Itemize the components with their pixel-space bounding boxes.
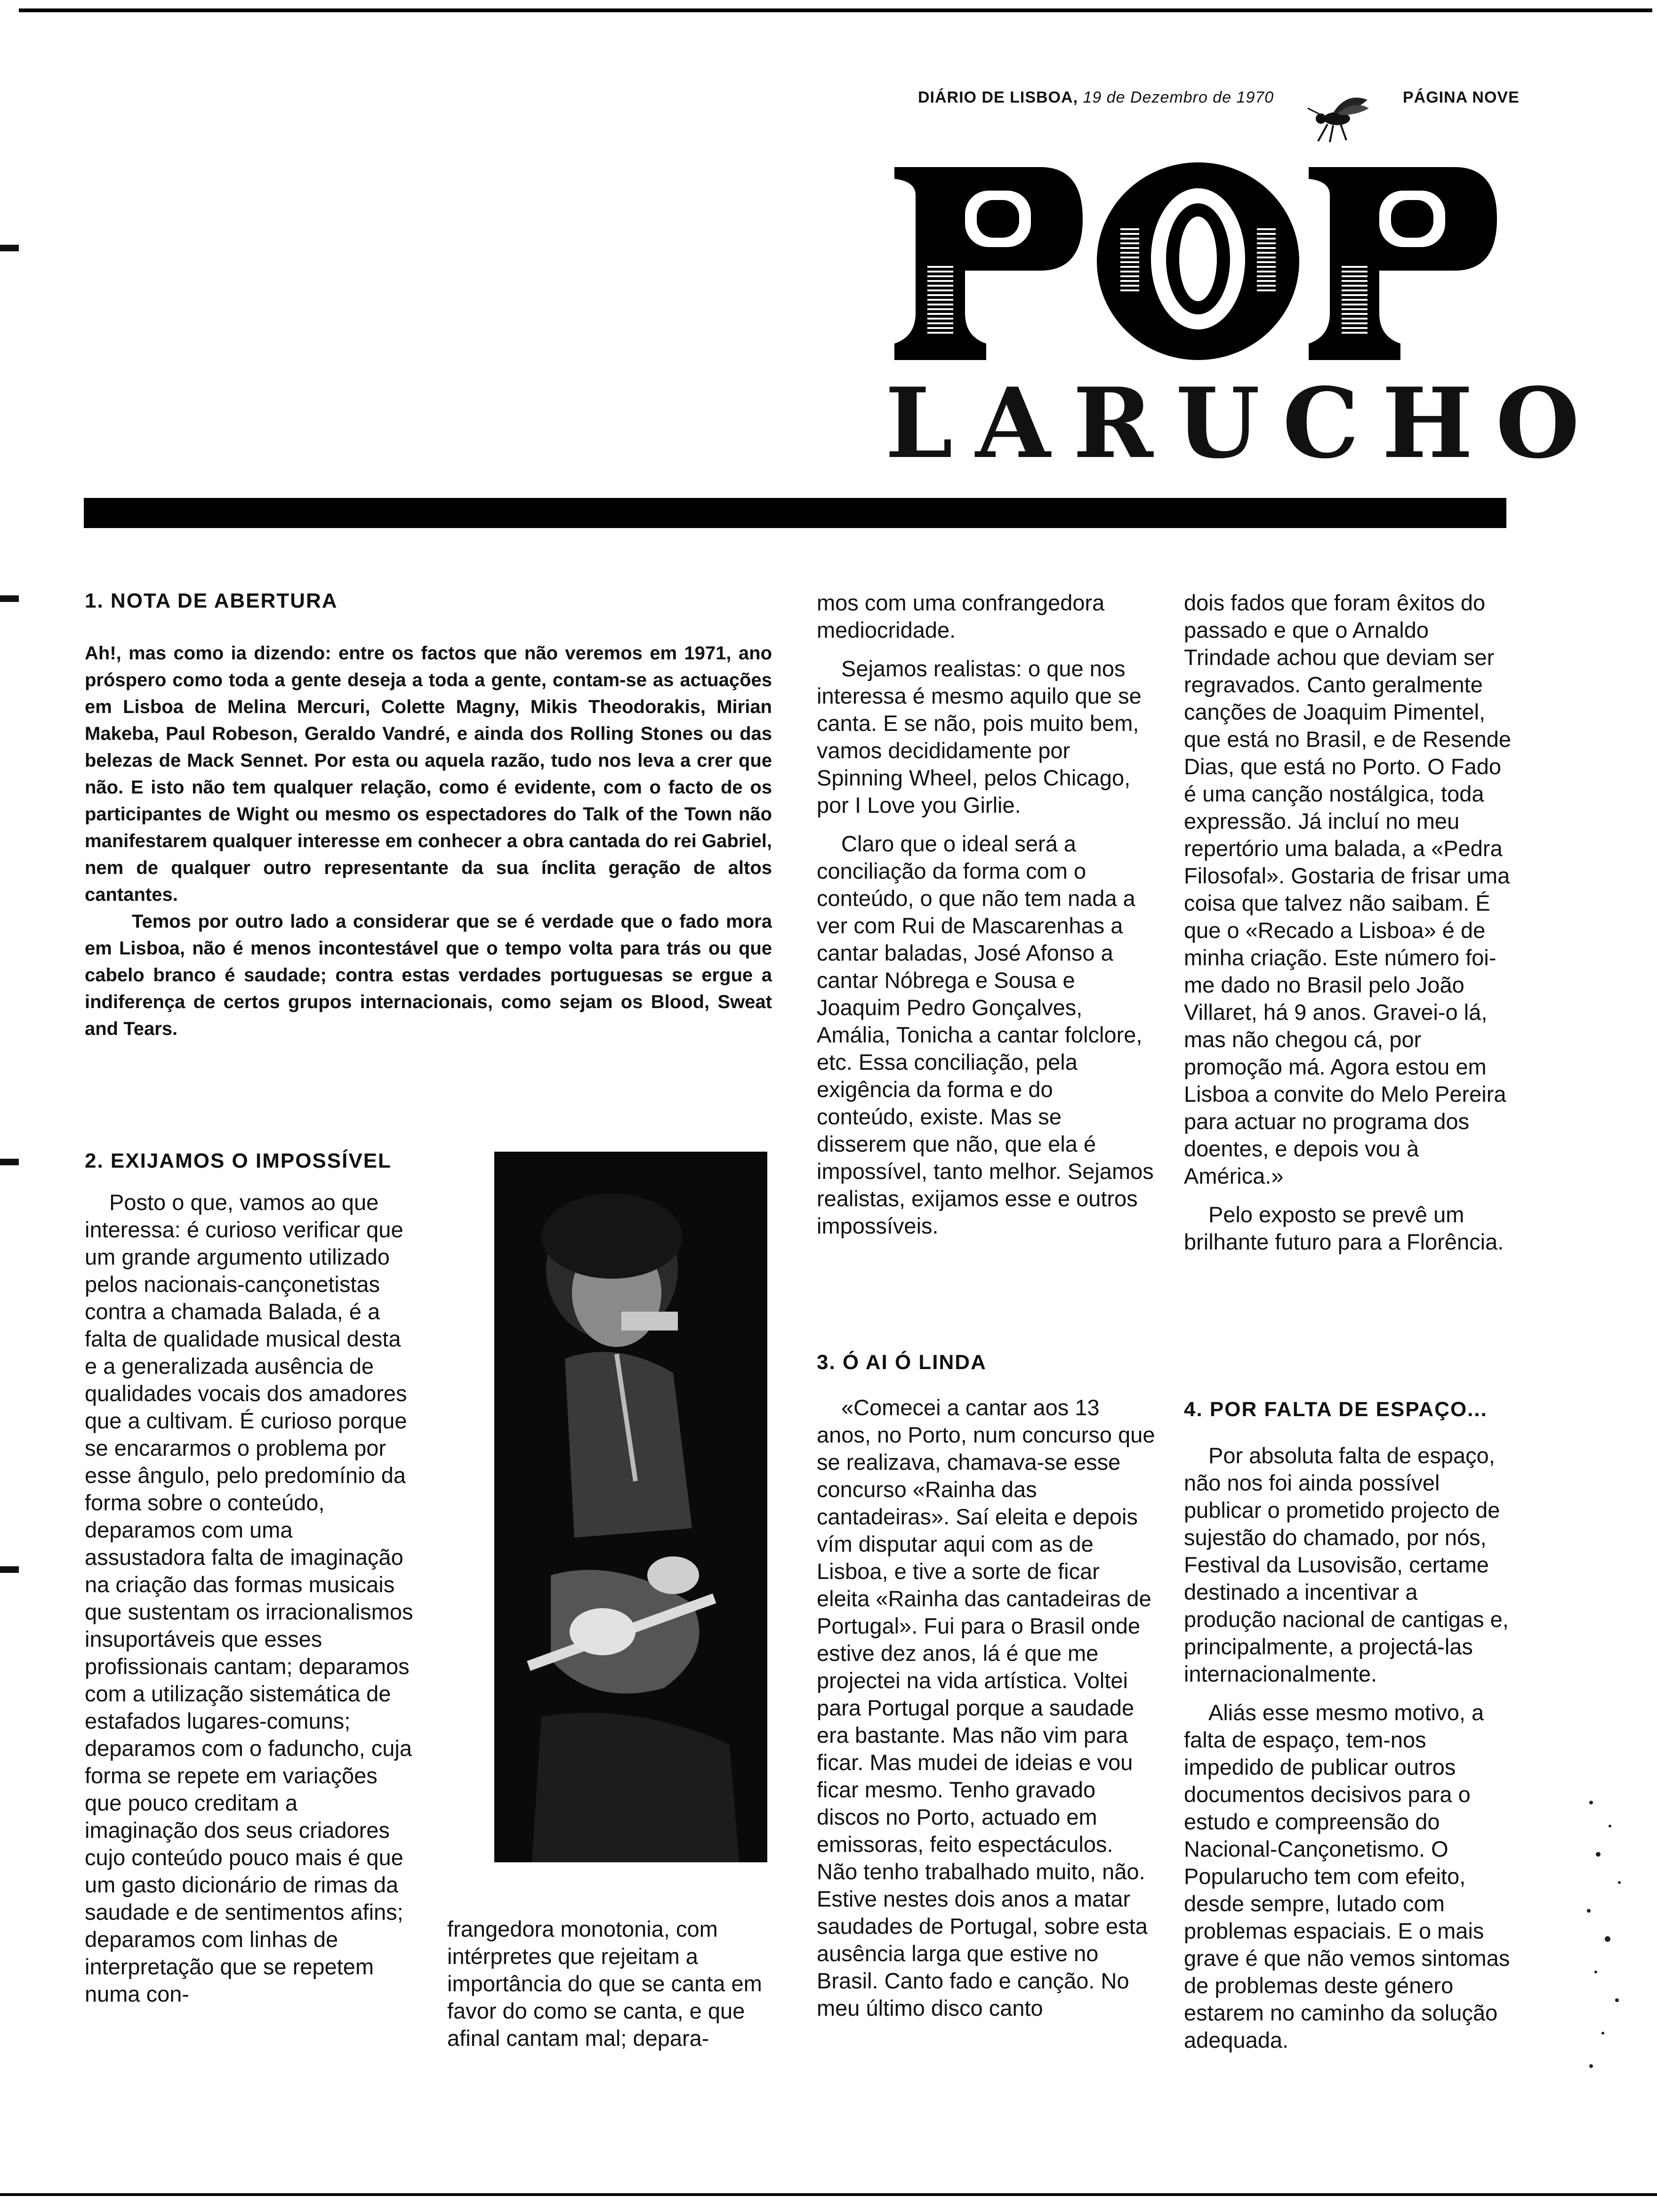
heading-nota-de-abertura: 1. NOTA DE ABERTURA [85, 589, 338, 612]
page-top-border [19, 8, 1652, 12]
section-3-column-c [817, 1394, 1156, 2022]
paragraph: Sejamos realistas: o que nos interessa é mesmo aquilo que se canta. E se não, pois muito bem, vamos decididamente por Spinning Wheel, pelos Chicago, por I Love you Girlie. [817, 656, 1142, 817]
paragraph: Aliás esse mesmo motivo, a falta de espaço, tem-nos impedido de publicar outros documentos decisivos para o estudo e compreensão do Nacional-Cançonetismo. O Popularucho tem com efeito, desde sempre, lutado com problemas espaciais. E o mais grave é que não vemos sintomas de problemas deste género estarem no caminho da solução adequada. [1184, 1700, 1510, 2052]
paragraph: Posto o que, vamos ao que interessa: é curioso verificar que um grande argumento utilizado pelos nacionais-cançonetistas contra a chamada Balada, é a falta de qualidade musical desta e a generalizada ausência de qualidades vocais dos amadores que a cultivam. É curioso porque se encararmos o problema por esse ângulo, pelo predomínio da forma sobre o conteúdo, deparamos com uma assustadora falta de imaginação na criação das formas musicais que sustentam os irracionalismos insuportáveis que esses profissionais cantam; deparamos com a utilização sistemática de estafados lugares-comuns; deparamos com o faduncho, cuja forma se repete em variações que pouco creditam a imaginação dos seus criadores cujo conteúdo pouco mais é que um gasto dicionário de rimas da saudade e de sentimentos afins; deparamos com linhas de interpretação que se repetem numa con- [85, 1190, 413, 2006]
pop-letter-o [1097, 162, 1299, 360]
scan-noise [1582, 1788, 1629, 2090]
paragraph: Claro que o ideal será a conciliação da forma com o conteúdo, o que não tem nada a ver com Rui de Mascarenhas a cantar baladas, José Afonso a cantar Nóbrega e Sousa e Joaquim Pedro Gonçalves, Amália, Tonicha a cantar folclore, etc. Essa conciliação, pela exigência da forma e do conteúdo, existe. Mas se disserem que não, que ela é impossível, tanto melhor. Sejamos realistas, exijamos esse e outros impossíveis. [817, 831, 1154, 1238]
paragraph: Temos por outro lado a considerar que se é verdade que o fado mora em Lisboa, não é menos incontestável que o tempo volta para trás ou que cabelo branco é saudade; contra estas verdades portuguesas se ergue a indiferença de certos grupos internacionais, como sejam os Blood, Sweat and Tears. [85, 911, 772, 1039]
paragraph: Por absoluta falta de espaço, não nos foi ainda possível publicar o prometido projecto de sujestão do chamado, por nós, Festival da Lusovisão, certame destinado a incentivar a produção nacional de cantigas e, principalmente, a projectá-las internacionalmente. [1184, 1443, 1509, 1686]
margin-mark [0, 595, 19, 602]
issue-date: 19 de Dezembro de 1970 [1083, 88, 1274, 106]
section-4-body [1184, 1442, 1513, 2054]
margin-mark [0, 1159, 19, 1165]
heading-o-ai-o-linda: 3. Ó AI Ó LINDA [817, 1351, 987, 1374]
masthead [918, 88, 1520, 107]
fly-icon [1304, 89, 1370, 146]
newspaper-name: DIÁRIO DE LISBOA, [918, 88, 1078, 106]
margin-mark [0, 1566, 19, 1573]
section-2-column-b [447, 1915, 772, 2052]
margin-mark [0, 245, 19, 251]
page-number: PÁGINA NOVE [1403, 88, 1520, 106]
page-bottom-border [0, 2193, 1657, 2196]
section-1-body [85, 640, 772, 1042]
paragraph: mos com uma confrangedora mediocridade. [817, 590, 1105, 642]
section-3-column-d [1184, 589, 1513, 1256]
heading-exijamos-o-impossivel: 2. EXIJAMOS O IMPOSSÍVEL [85, 1149, 392, 1172]
pop-letter-p1 [894, 167, 1083, 360]
paragraph: Ah!, mas como ia dizendo: entre os factos que não veremos em 1971, ano próspero como toda a gente deseja a toda a gente, contam-se as actuações em Lisboa de Melina Mercuri, Colette Magny, Mikis Theodorakis, Mirian Makeba, Paul Robeson, Geraldo Vandré, e ainda dos Rolling Stones ou das belezas de Mack Sennet. Por esta ou aquela razão, tudo nos leva a crer que não. E isto não tem qualquer relação, como é evidente, com o facto de os participantes de Wight ou mesmo os espectadores do Talk of the Town não manifestarem qualquer interesse em conhecer a obra cantada do rei Gabriel, nem de qualquer outro representante da sua ínclita geração de altos cantantes. [85, 643, 772, 905]
section-subtitle: LARUCHO [885, 367, 1602, 480]
paragraph: dois fados que foram êxitos do passado e que o Arnaldo Trindade achou que deviam ser regravados. Canto geralmente canções de Joaquim Pimentel, que está no Brasil, e de Resende Dias, que está no Porto. O Fado é uma canção nostálgica, toda expressão. Já incluí no meu repertório uma balada, a «Pedra Filosofal». Gostaria de frisar uma coisa que talvez não saibam. É que o «Recado a Lisboa» é de minha criação. Este número foi-me dado no Brasil pelo João Villaret, há 9 anos. Gravei-o lá, mas não chegou cá, por promoção má. Agora estou em Lisboa a convite do Melo Pereira para actuar no programa dos doentes, e depois vou à América.» [1184, 590, 1512, 1188]
pop-letter-p2 [1309, 167, 1497, 360]
pop-title [885, 158, 1511, 365]
section-2-column-c [817, 589, 1156, 1240]
paragraph: Pelo exposto se prevê um brilhante futuro para a Florência. [1184, 1202, 1504, 1254]
title-rule [84, 498, 1506, 528]
paragraph: «Comecei a cantar aos 13 anos, no Porto, num concurso que se realizava, chamava-se esse concurso «Rainha das cantadeiras». Saí eleita e depois vím disputar aqui com as de Lisboa, e tive a sorte de ficar eleita «Rainha das cantadeiras de Portugal». Fui para o Brasil onde estive dez anos, lá é que me projectei na vida artística. Voltei para Portugal porque a saudade era bastante. Mas não vim para ficar. Mas mudei de ideias e vou ficar mesmo. Tenho gravado discos no Porto, actuado em emissoras, feito espectáculos. Não tenho trabalhado muito, não. Estive nestes dois anos a matar saudades de Portugal, sobre esta ausência larga que estive no Brasil. Canto fado e canção. No meu último disco canto [817, 1395, 1155, 2020]
paragraph: frangedora monotonia, com intérpretes que rejeitam a importância do que se canta em favor do como se canta, e que afinal cantam mal; depara- [447, 1916, 762, 2051]
heading-por-falta-de-espaco: 4. POR FALTA DE ESPAÇO... [1184, 1398, 1488, 1421]
photo-guitarist [494, 1152, 767, 1862]
section-2-column-a [85, 1189, 414, 2008]
